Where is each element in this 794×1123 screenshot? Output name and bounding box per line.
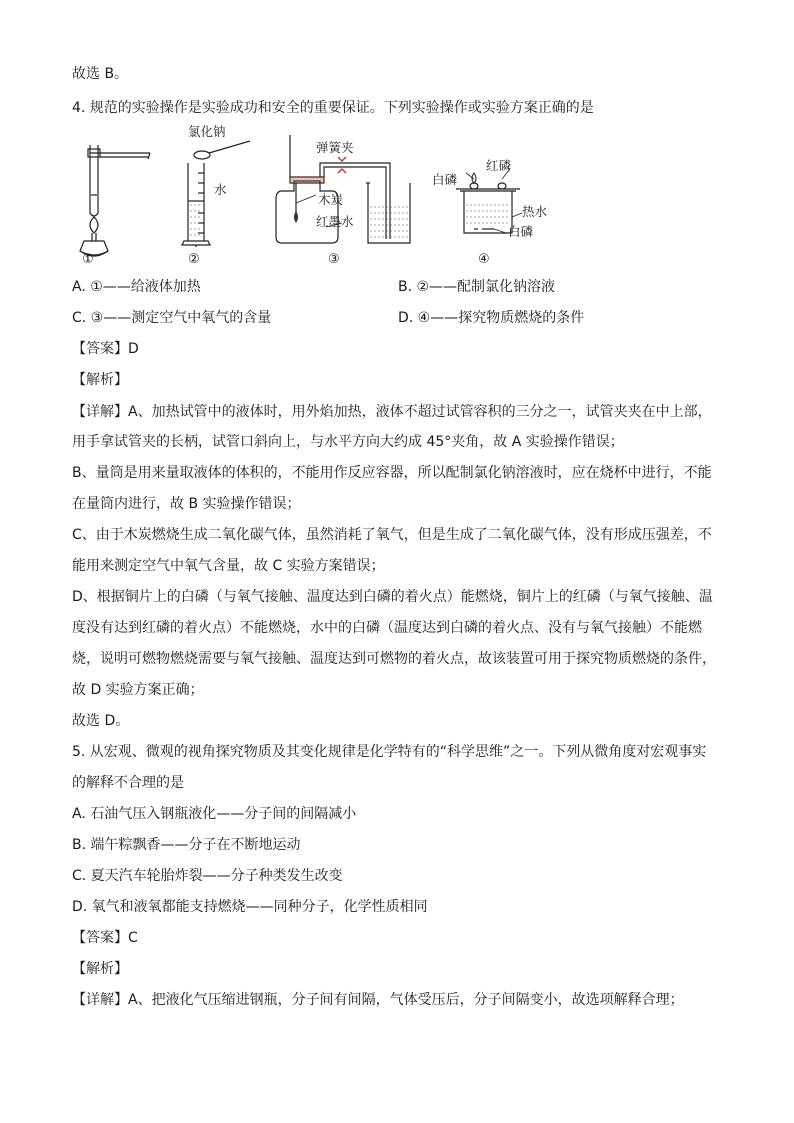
- option-d: D. ④——探究物质燃烧的条件: [398, 310, 585, 326]
- detail-line: 【详解】A、把液化气压缩进钢瓶，分子间有间隔，气体受压后，分子间隔变小，故选项解释合理；: [72, 992, 684, 1008]
- detail-line: 用手拿试管夹的长柄，试管口斜向上，与水平方向大约成 45°夹角，故 A 实验操作错误；: [72, 434, 624, 450]
- detail-line: D、根据铜片上的白磷（与氧气接触、温度达到白磷的着火点）能燃烧，铜片上的红磷（与氧气接触、温: [72, 589, 713, 605]
- question-4-stem: 4. 规范的实验操作是实验成功和安全的重要保证。下列实验操作或实验方案正确的是: [72, 100, 594, 116]
- label-sodium-chloride: 氯化钠: [188, 124, 226, 139]
- label-red-ink: 红墨水: [316, 214, 354, 229]
- label-white-phosphorus-bottom: 白磷: [508, 224, 534, 239]
- detail-line: 故 D 实验方案正确；: [72, 682, 204, 698]
- figure-number-3: ③: [328, 252, 340, 267]
- label-charcoal: 木炭: [318, 192, 344, 207]
- figure-number-4: ④: [478, 252, 490, 267]
- detail-line: B、量筒是用来量取液体的体积的，不能用作反应容器，所以配制氯化钠溶液时，应在烧杯中进行，不能: [72, 465, 712, 481]
- label-red-phosphorus: 红磷: [486, 158, 512, 173]
- detail-line: 烧，说明可燃物燃烧需要与氧气接触、温度达到可燃物的着火点，故该装置可用于探究物质燃烧的条件，: [72, 651, 716, 667]
- answer-5: 【答案】C: [72, 930, 138, 946]
- question-5-stem-cont: 的解释不合理的是: [72, 775, 184, 791]
- detail-line: C、由于木炭燃烧生成二氧化碳气体，虽然消耗了氧气，但是生成了二氧化碳气体，没有形成压强差，不: [72, 527, 712, 543]
- label-hot-water: 热水: [522, 204, 548, 219]
- option-c: C. ③——测定空气中氧气的含量: [72, 310, 272, 326]
- detail-line: 【详解】A、加热试管中的液体时，用外焰加热，液体不超过试管容积的三分之一，试管夹夹在中上部，: [72, 404, 712, 420]
- detail-line: 度没有达到红磷的着火点）不能燃烧，水中的白磷（温度达到白磷的着火点、没有与氧气接触）不能燃: [72, 620, 702, 636]
- option-5a: A. 石油气压入钢瓶液化——分子间的间隔减小: [72, 806, 357, 822]
- detail-line: 能用来测定空气中氧气含量，故 C 实验方案错误；: [72, 558, 385, 574]
- experiment-figure: [70, 124, 590, 273]
- text-line: 故选 B。: [72, 66, 129, 82]
- label-white-phosphorus-top: 白磷: [432, 172, 458, 187]
- analysis-heading-5: 【解析】: [72, 961, 128, 977]
- label-water: 水: [214, 182, 227, 197]
- question-5-stem: 5. 从宏观、微观的视角探究物质及其变化规律是化学特有的“科学思维”之一。下列从微角度对宏观事实: [72, 744, 707, 760]
- option-a: A. ①——给液体加热: [72, 279, 201, 295]
- option-5c: C. 夏天汽车轮胎炸裂——分子种类发生改变: [72, 868, 343, 884]
- analysis-heading-4: 【解析】: [72, 372, 128, 388]
- figure-number-2: ②: [188, 252, 200, 267]
- option-5d: D. 氧气和液氧都能支持燃烧——同种分子，化学性质相同: [72, 899, 428, 915]
- figure-number-1: ①: [82, 252, 94, 267]
- option-5b: B. 端午粽飘香——分子在不断地运动: [72, 837, 301, 853]
- detail-line: 在量筒内进行，故 B 实验操作错误；: [72, 496, 301, 512]
- option-b: B. ②——配制氯化钠溶液: [398, 279, 556, 295]
- label-spring-clamp: 弹簧夹: [316, 140, 354, 155]
- answer-4: 【答案】D: [72, 341, 139, 357]
- select-line-4: 故选 D。: [72, 713, 130, 729]
